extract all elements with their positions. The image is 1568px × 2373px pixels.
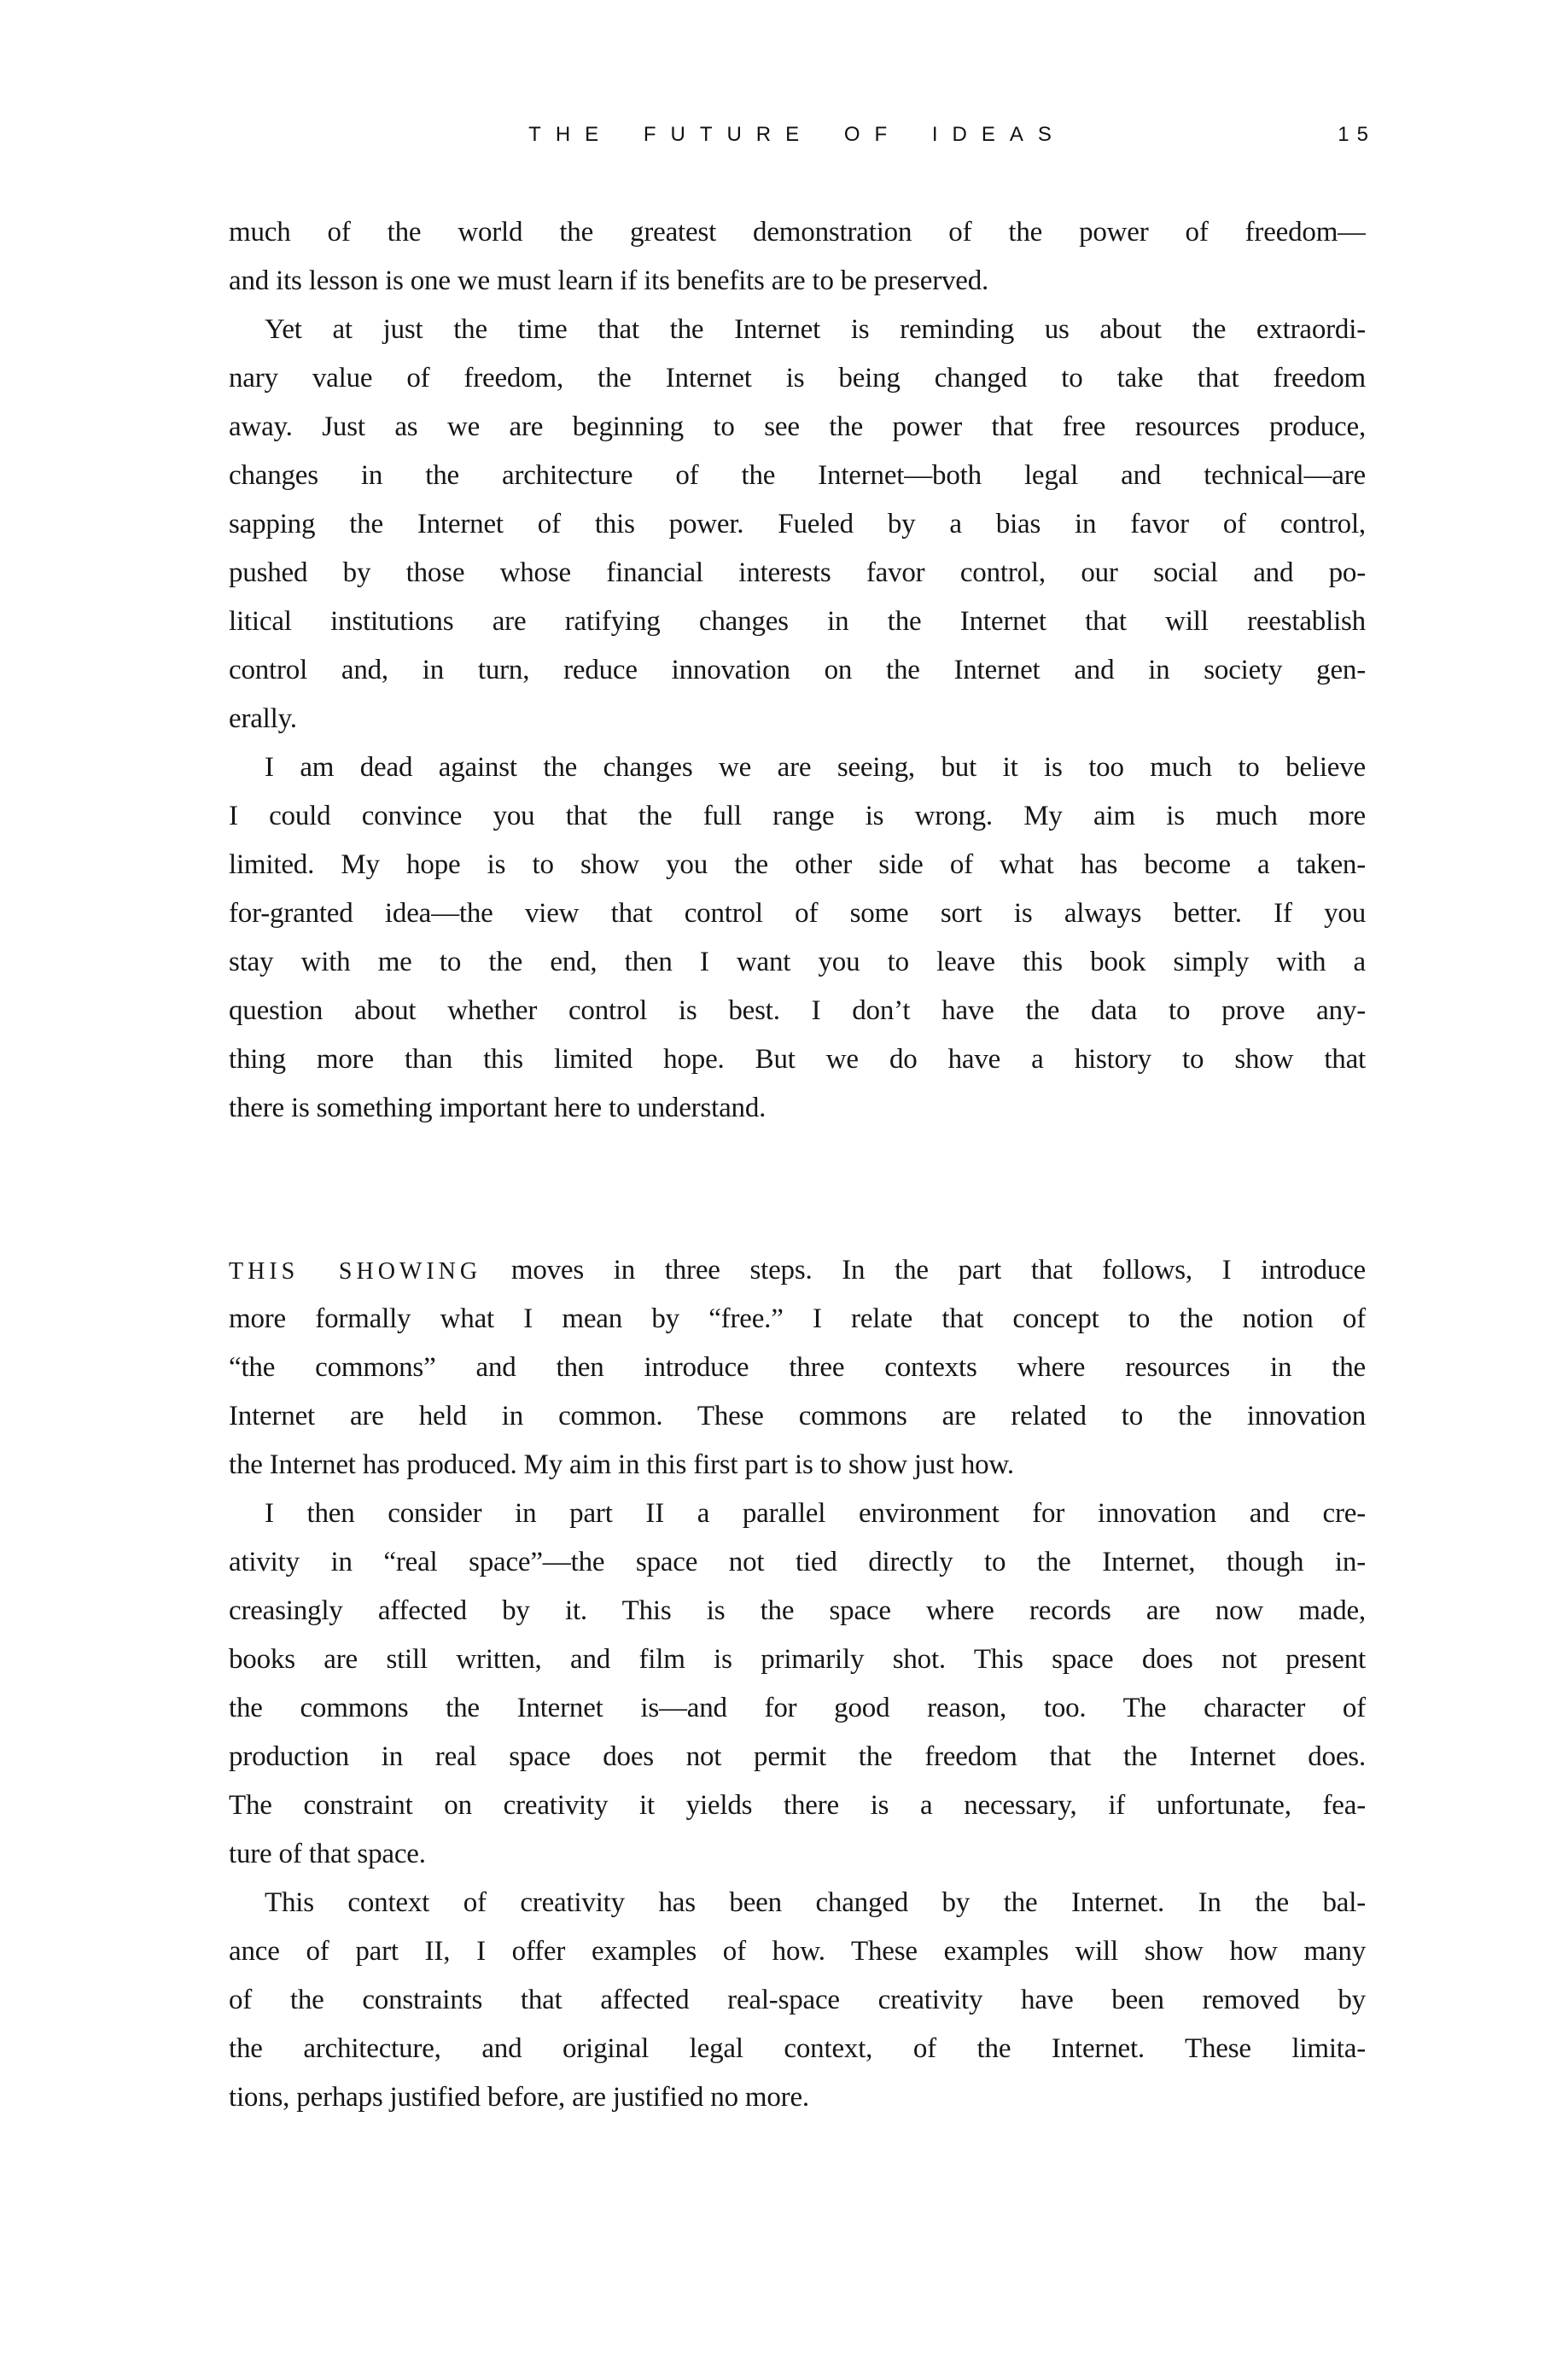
text-line: limited. My hope is to show you the other side of what has become a taken-	[229, 849, 1366, 880]
paragraph	[229, 1246, 1366, 1490]
text-line: the architecture, and original legal context, of the Internet. These limita-	[229, 2033, 1366, 2064]
text-line: “the commons” and then introduce three contexts where resources in the	[229, 1352, 1366, 1383]
text-line: there is something important here to understand.	[229, 1093, 767, 1123]
text-line: sapping the Internet of this power. Fueled by a bias in favor of control,	[229, 509, 1366, 539]
text-line: of the constraints that affected real-space creativity have been removed by	[229, 1985, 1366, 2015]
text-line: tions, perhaps justified before, are justified no more.	[229, 2082, 809, 2113]
text-line: stay with me to the end, then I want you to leave this book simply with a	[229, 947, 1366, 977]
text-line: litical institutions are ratifying changes in the Internet that will reestablish	[229, 606, 1366, 637]
page-number: 15	[1338, 123, 1376, 146]
text-line: ativity in “real space”—the space not tied directly to the Internet, though in-	[229, 1547, 1366, 1577]
running-header	[229, 123, 1376, 152]
text-line: Internet are held in common. These commons are related to the innovation	[229, 1401, 1366, 1431]
paragraph	[229, 208, 1366, 306]
paragraph	[229, 743, 1366, 1133]
text-line: much of the world the greatest demonstration of the power of freedom—	[229, 217, 1366, 248]
text-line: I could convince you that the full range is wrong. My aim is much more	[229, 801, 1366, 831]
running-header-title: THE FUTURE OF IDEAS	[528, 123, 1066, 146]
section-lead-smallcaps: THIS SHOWING	[229, 1258, 482, 1285]
text-line: for-granted idea—the view that control of some sort is always better. If you	[229, 898, 1366, 929]
text-line: I am dead against the changes we are seeing, but it is too much to believe	[265, 752, 1366, 783]
text-line: control and, in turn, reduce innovation on the Internet and in society gen-	[229, 655, 1366, 685]
text-line: away. Just as we are beginning to see the power that free resources produce,	[229, 411, 1366, 442]
text-line: nary value of freedom, the Internet is being changed to take that freedom	[229, 363, 1366, 394]
text-line: pushed by those whose financial interests favor control, our social and po-	[229, 557, 1366, 588]
text-line: This context of creativity has been changed by the Internet. In the bal-	[265, 1887, 1366, 1918]
text-line: ture of that space.	[229, 1839, 426, 1869]
text-line: I then consider in part II a parallel environment for innovation and cre-	[265, 1498, 1366, 1529]
text-line: question about whether control is best. I don’t have the data to prove any-	[229, 995, 1366, 1026]
text-line: the commons the Internet is—and for good reason, too. The character of	[229, 1693, 1366, 1723]
text-line: the Internet has produced. My aim in this first part is to show just how.	[229, 1449, 1014, 1480]
paragraph	[229, 306, 1366, 743]
text-line: THIS SHOWING moves in three steps. In the part that follows, I introduce	[229, 1255, 1366, 1286]
paragraph	[229, 1490, 1366, 1879]
text-line: thing more than this limited hope. But we do have a history to show that	[229, 1044, 1366, 1075]
paragraph	[229, 1879, 1366, 2122]
text-line: books are still written, and film is primarily shot. This space does not present	[229, 1644, 1366, 1675]
text-line: creasingly affected by it. This is the space where records are now made,	[229, 1595, 1366, 1626]
text-line: and its lesson is one we must learn if its benefits are to be preserved.	[229, 265, 989, 296]
text-line: The constraint on creativity it yields there is a necessary, if unfortunate, fea-	[229, 1790, 1366, 1821]
text-block	[229, 208, 1366, 2122]
text-line: Yet at just the time that the Internet is reminding us about the extraordi-	[265, 314, 1366, 345]
text-line: erally.	[229, 703, 297, 734]
text-line: changes in the architecture of the Internet—both legal and technical—are	[229, 460, 1366, 491]
text-line: ance of part II, I offer examples of how. These examples will show how many	[229, 1936, 1366, 1967]
text-line: production in real space does not permit the freedom that the Internet does.	[229, 1741, 1366, 1772]
text-line: more formally what I mean by “free.” I relate that concept to the notion of	[229, 1303, 1366, 1334]
